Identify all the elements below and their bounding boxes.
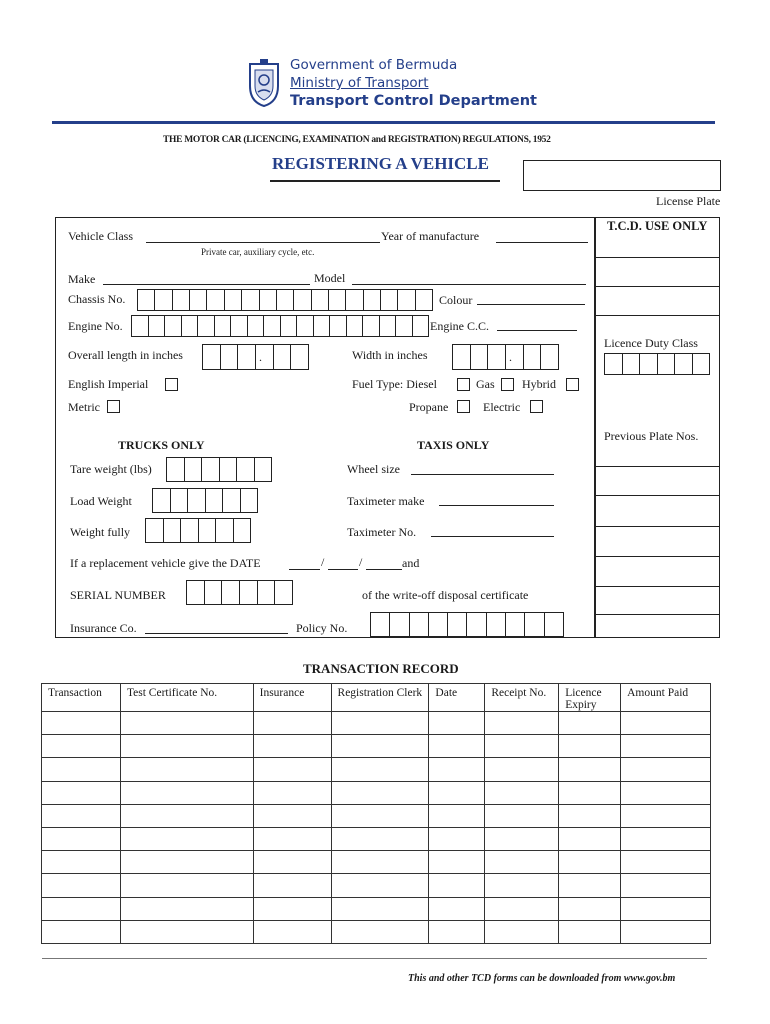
gas-label: Gas	[476, 377, 495, 391]
engine-no-label: Engine No.	[68, 319, 123, 333]
licence-duty-class-cells[interactable]	[604, 353, 710, 375]
table-row	[42, 920, 711, 943]
prev-plate-line-4[interactable]	[596, 556, 719, 557]
department-title: Transport Control Department	[290, 93, 537, 109]
model-field[interactable]	[352, 284, 586, 285]
electric-label: Electric	[483, 400, 521, 414]
width-decimal: .	[509, 350, 512, 364]
regulation-text: THE MOTOR CAR (LICENCING, EXAMINATION and REGISTRATION) REGULATIONS, 1952	[163, 135, 551, 145]
transaction-header-row	[42, 684, 711, 712]
date-year-field[interactable]	[366, 569, 402, 570]
model-label: Model	[314, 271, 346, 285]
prev-plate-line-5[interactable]	[596, 586, 719, 587]
col-registration-clerk: Registration Clerk	[331, 684, 429, 712]
tcd-field-2[interactable]	[596, 287, 719, 315]
english-imperial-checkbox[interactable]	[165, 378, 178, 391]
table-row	[42, 804, 711, 827]
table-row	[42, 758, 711, 781]
trucks-heading: TRUCKS ONLY	[118, 438, 205, 452]
date-day-field[interactable]	[289, 569, 320, 570]
taximeter-make-label: Taximeter make	[347, 494, 425, 508]
prev-plate-line-2[interactable]	[596, 495, 719, 496]
wheel-size-label: Wheel size	[347, 462, 400, 476]
colour-field[interactable]	[477, 304, 585, 305]
tcd-title: T.C.D. USE ONLY	[607, 219, 708, 233]
weight-fully-cells[interactable]	[145, 518, 251, 543]
vehicle-class-field[interactable]	[146, 242, 380, 243]
make-field[interactable]	[103, 284, 310, 285]
propane-checkbox[interactable]	[457, 400, 470, 413]
engine-no-cells[interactable]	[131, 315, 429, 337]
table-row	[42, 897, 711, 920]
wheel-size-field[interactable]	[411, 474, 554, 475]
fuel-type-label: Fuel Type: Diesel	[352, 377, 437, 391]
taximeter-no-field[interactable]	[431, 536, 554, 537]
diesel-checkbox[interactable]	[457, 378, 470, 391]
table-row	[42, 827, 711, 850]
previous-plate-label: Previous Plate Nos.	[604, 429, 699, 443]
table-row	[42, 712, 711, 735]
english-imperial-label: English Imperial	[68, 377, 149, 391]
col-licence-expiry: Licence Expiry	[559, 684, 621, 712]
title-underline	[270, 180, 500, 182]
year-label: Year of manufacture	[381, 229, 480, 243]
serial-number-cells[interactable]	[186, 580, 293, 605]
engine-cc-field[interactable]	[497, 330, 577, 331]
transaction-heading: TRANSACTION RECORD	[303, 661, 459, 676]
chassis-cells[interactable]	[137, 289, 433, 311]
insurance-co-field[interactable]	[145, 633, 288, 634]
table-row	[42, 735, 711, 758]
license-plate-box[interactable]	[523, 160, 721, 191]
vehicle-class-label: Vehicle Class	[68, 229, 133, 243]
page-title: REGISTERING A VEHICLE	[272, 154, 489, 173]
crest-logo	[246, 58, 282, 108]
col-date: Date	[429, 684, 485, 712]
col-insurance: Insurance	[253, 684, 331, 712]
policy-no-cells[interactable]	[370, 612, 564, 637]
date-slash-1: /	[321, 555, 325, 569]
date-month-field[interactable]	[328, 569, 358, 570]
load-weight-label: Load Weight	[70, 494, 132, 508]
prev-plate-line-1[interactable]	[596, 466, 719, 467]
taximeter-make-field[interactable]	[439, 505, 554, 506]
replacement-date-label: If a replacement vehicle give the DATE	[70, 556, 261, 570]
weight-fully-label: Weight fully	[70, 525, 131, 539]
hybrid-label: Hybrid	[522, 377, 556, 391]
propane-label: Propane	[409, 400, 449, 414]
gas-checkbox[interactable]	[501, 378, 514, 391]
overall-length-label: Overall length in inches	[68, 348, 183, 362]
col-amount-paid: Amount Paid	[621, 684, 711, 712]
serial-number-label: SERIAL NUMBER	[70, 588, 166, 602]
footer-text: This and other TCD forms can be downloaded from www.gov.bm	[408, 973, 676, 984]
gov-title: Government of Bermuda	[290, 57, 458, 73]
col-transaction: Transaction	[42, 684, 121, 712]
table-row	[42, 851, 711, 874]
hybrid-checkbox[interactable]	[566, 378, 579, 391]
insurance-co-label: Insurance Co.	[70, 621, 137, 635]
tare-weight-cells[interactable]	[166, 457, 272, 482]
width-cells[interactable]	[452, 344, 559, 370]
table-row	[42, 781, 711, 804]
policy-no-label: Policy No.	[296, 621, 348, 635]
engine-cc-label: Engine C.C.	[430, 319, 489, 333]
and-label: and	[402, 556, 420, 570]
prev-plate-line-6[interactable]	[596, 614, 719, 615]
tcd-field-1[interactable]	[596, 258, 719, 286]
taxis-heading: TAXIS ONLY	[417, 438, 490, 452]
date-slash-2: /	[359, 555, 363, 569]
metric-checkbox[interactable]	[107, 400, 120, 413]
electric-checkbox[interactable]	[530, 400, 543, 413]
load-weight-cells[interactable]	[152, 488, 258, 513]
license-plate-label: License Plate	[656, 194, 721, 208]
tcd-line-3	[595, 315, 720, 316]
transaction-table	[41, 683, 711, 944]
licence-duty-class-label: Licence Duty Class	[604, 336, 698, 350]
vehicle-class-hint: Private car, auxiliary cycle, etc.	[201, 247, 315, 257]
footer-rule	[42, 958, 707, 959]
width-label: Width in inches	[352, 348, 428, 362]
ministry-title: Ministry of Transport	[290, 75, 429, 91]
prev-plate-line-3[interactable]	[596, 526, 719, 527]
table-row	[42, 874, 711, 897]
make-label: Make	[68, 272, 96, 286]
chassis-label: Chassis No.	[68, 292, 126, 306]
year-field[interactable]	[496, 242, 588, 243]
col-test-certificate: Test Certificate No.	[120, 684, 253, 712]
colour-label: Colour	[439, 293, 473, 307]
metric-label: Metric	[68, 400, 100, 414]
taximeter-no-label: Taximeter No.	[347, 525, 417, 539]
length-decimal: .	[259, 350, 262, 364]
tare-weight-label: Tare weight (lbs)	[70, 462, 152, 476]
col-receipt-no: Receipt No.	[485, 684, 559, 712]
overall-length-cells[interactable]	[202, 344, 309, 370]
writeoff-label: of the write-off disposal certificate	[362, 588, 529, 602]
header-rule	[52, 121, 715, 124]
